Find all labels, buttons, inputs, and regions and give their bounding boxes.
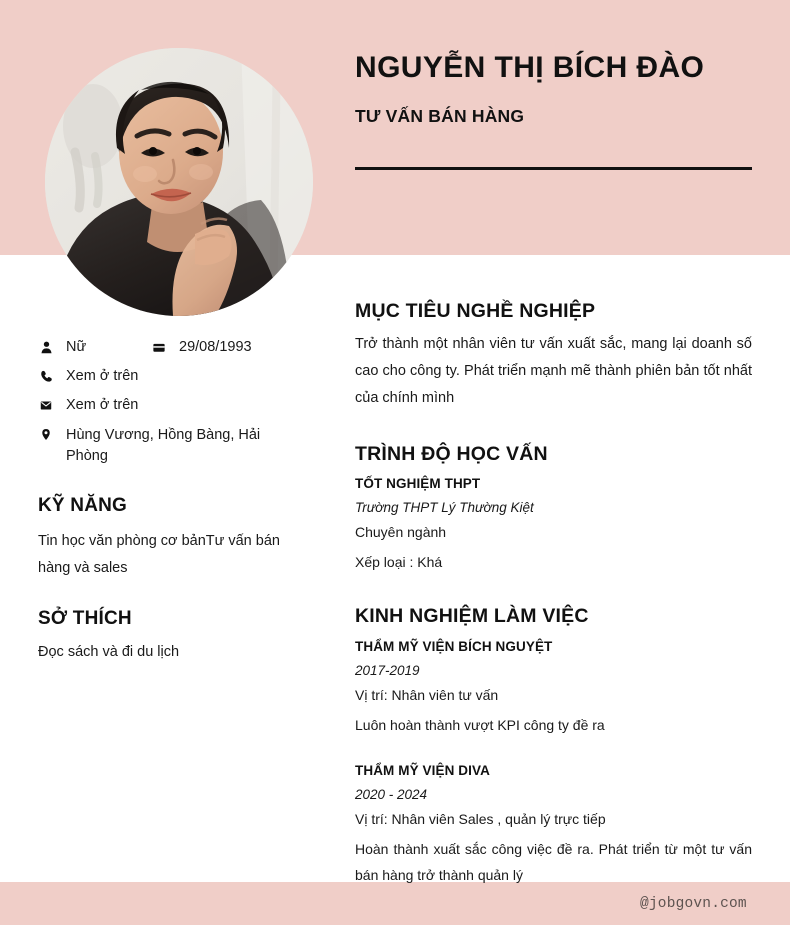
experience-period: 2020 - 2024 bbox=[355, 787, 428, 802]
contact-row-gender-birthday bbox=[38, 338, 310, 357]
contact-birthday-value: 29/08/1993 bbox=[179, 339, 252, 355]
objective-body: Trở thành một nhân viên tư vấn xuất sắc, mang lại doanh số cao cho công ty. Phát triển mạnh mẽ thành phiên bản tốt nhất của chính mình bbox=[355, 336, 752, 406]
experience-entry bbox=[355, 763, 753, 888]
sidebar bbox=[38, 338, 310, 666]
contact-phone-value: Xem ở trên bbox=[66, 368, 139, 384]
experience-position: Vị trí: Nhân viên tư vấn bbox=[355, 687, 499, 703]
skills-heading: KỸ NĂNG bbox=[38, 495, 128, 516]
education-entry-major: Chuyên ngành bbox=[355, 524, 447, 540]
education-entry-grade: Xếp loại : Khá bbox=[355, 554, 443, 570]
contact-row-email bbox=[38, 396, 310, 415]
experience-description: Hoàn thành xuất sắc công việc đề ra. Phát triển từ một tư vấn bán hàng trở thành quản lý bbox=[355, 841, 752, 883]
skills-body: Tin học văn phòng cơ bảnTư vấn bán hàng và sales bbox=[38, 533, 280, 576]
section-hobbies bbox=[38, 608, 310, 666]
section-skills bbox=[38, 495, 310, 582]
header-divider bbox=[355, 167, 752, 170]
phone-icon bbox=[38, 367, 54, 386]
section-experience bbox=[355, 605, 753, 888]
contact-item-address bbox=[38, 425, 281, 467]
envelope-icon bbox=[38, 396, 54, 415]
contact-item-email bbox=[38, 396, 138, 415]
contact-row-phone bbox=[38, 367, 310, 386]
contact-item-gender bbox=[38, 338, 151, 357]
contact-address-value: Hùng Vương, Hồng Bàng, Hải Phòng bbox=[66, 427, 261, 464]
experience-company: THẨM MỸ VIỆN BÍCH NGUYỆT bbox=[355, 639, 553, 654]
section-objective bbox=[355, 300, 753, 412]
contact-email-value: Xem ở trên bbox=[66, 397, 139, 413]
hobbies-heading: SỞ THÍCH bbox=[38, 608, 132, 629]
contact-gender-value: Nữ bbox=[66, 339, 87, 355]
candidate-role: TƯ VẤN BÁN HÀNG bbox=[355, 106, 525, 126]
education-entry-title: TỐT NGHIỆM THPT bbox=[355, 476, 481, 491]
experience-company: THẨM MỸ VIỆN DIVA bbox=[355, 763, 490, 778]
objective-heading: MỤC TIÊU NGHỀ NGHIỆP bbox=[355, 300, 596, 322]
candidate-name: NGUYỄN THỊ BÍCH ĐÀO bbox=[355, 51, 705, 84]
profile-photo bbox=[45, 48, 313, 316]
watermark: @jobgovn.com bbox=[640, 896, 747, 912]
experience-heading: KINH NGHIỆM LÀM VIỆC bbox=[355, 605, 589, 627]
experience-period: 2017-2019 bbox=[355, 663, 420, 678]
contact-item-birthday bbox=[151, 338, 252, 357]
location-pin-icon bbox=[38, 425, 54, 444]
contact-row-address bbox=[38, 425, 310, 467]
header-text-group bbox=[355, 50, 755, 127]
experience-position: Vị trí: Nhân viên Sales , quản lý trực tiếp bbox=[355, 811, 606, 827]
main-content bbox=[355, 300, 753, 888]
education-entry-school: Trường THPT Lý Thường Kiệt bbox=[355, 500, 534, 515]
contact-item-phone bbox=[38, 367, 138, 386]
experience-entry bbox=[355, 639, 753, 738]
calendar-icon bbox=[151, 338, 167, 357]
education-entry bbox=[355, 476, 753, 575]
section-education bbox=[355, 443, 753, 575]
contact-list bbox=[38, 338, 310, 467]
person-icon bbox=[38, 338, 54, 357]
experience-description: Luôn hoàn thành vượt KPI công ty đề ra bbox=[355, 717, 605, 733]
hobbies-body: Đọc sách và đi du lịch bbox=[38, 644, 180, 660]
education-heading: TRÌNH ĐỘ HỌC VẤN bbox=[355, 443, 548, 465]
